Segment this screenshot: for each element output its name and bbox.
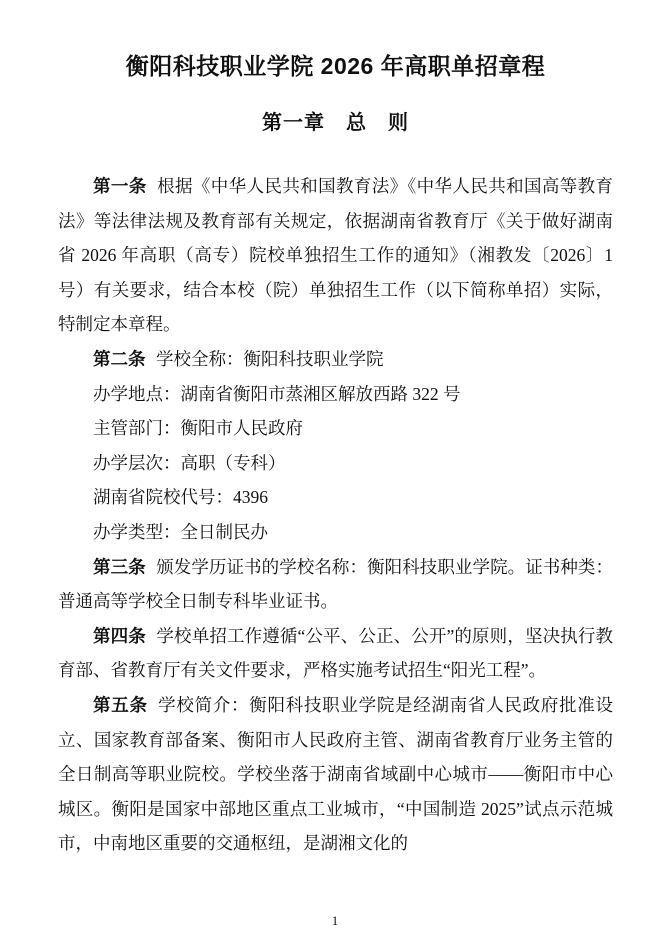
paragraph-text: 颁发学历证书的学校名称：衡阳科技职业学院。证书种类：普通高等学校全日制专科毕业证书。 bbox=[58, 556, 614, 612]
paragraph-text: 学校简介：衡阳科技职业学院是经湖南省人民政府批准设立、国家教育部备案、衡阳市人民政府主管、湖南省教育厅业务主管的全日制高等职业院校。学校坐落于湖南省域副中心城市——衡阳市中心城区。衡阳是国家中部地区重点工业城市，“中国制造 2025”试点示范城市，中南地区重要的交通枢纽，是湖湘文化的 bbox=[58, 694, 614, 854]
paragraph-text: 根据《中华人民共和国教育法》《中华人民共和国高等教育法》等法律法规及教育部有关规定，依据湖南省教育厅《关于做好湖南省 2026 年高职（高专）院校单独招生工作的通知》（湘教发〔2026〕1 号）有关要求，结合本校（院）单独招生工作（以下简称单招）实际，特制定本章程。 bbox=[58, 176, 614, 335]
chapter-heading: 第一章 总 则 bbox=[262, 112, 409, 134]
paragraph-supervising-department bbox=[58, 411, 613, 446]
paragraph-text: 湖南省院校代号：4396 bbox=[93, 487, 268, 508]
paragraph-text: 办学层次：高职（专科） bbox=[93, 452, 286, 473]
paragraph-education-level bbox=[58, 446, 613, 481]
paragraph-article-5 bbox=[58, 688, 613, 861]
paragraph-text: 主管部门：衡阳市人民政府 bbox=[93, 418, 303, 439]
paragraph-article-1 bbox=[58, 169, 613, 342]
article-label: 第一条 bbox=[93, 176, 147, 196]
document-title: 衡阳科技职业学院 2026 年高职单招章程 bbox=[125, 53, 546, 79]
article-label: 第五条 bbox=[93, 694, 148, 715]
paragraph-text: 办学地点：湖南省衡阳市蒸湘区解放西路 322 号 bbox=[93, 383, 461, 404]
paragraph-article-2 bbox=[58, 342, 613, 377]
article-label: 第二条 bbox=[93, 348, 146, 369]
paragraph-text: 办学类型：全日制民办 bbox=[93, 521, 268, 542]
paragraph-article-3 bbox=[58, 550, 613, 619]
paragraph-article-4 bbox=[58, 619, 613, 688]
article-label: 第四条 bbox=[93, 625, 146, 646]
paragraph-school-code bbox=[58, 480, 613, 515]
paragraph-text: 学校全称：衡阳科技职业学院 bbox=[156, 348, 384, 369]
page-number: 1 bbox=[331, 913, 339, 928]
paragraph-school-address bbox=[58, 377, 613, 412]
paragraph-text: 学校单招工作遵循“公平、公正、公开”的原则，坚决执行教育部、省教育厅有关文件要求，严格实施考试招生“阳光工程”。 bbox=[58, 625, 613, 681]
paragraph-school-type bbox=[58, 515, 613, 550]
article-label: 第三条 bbox=[93, 556, 146, 577]
